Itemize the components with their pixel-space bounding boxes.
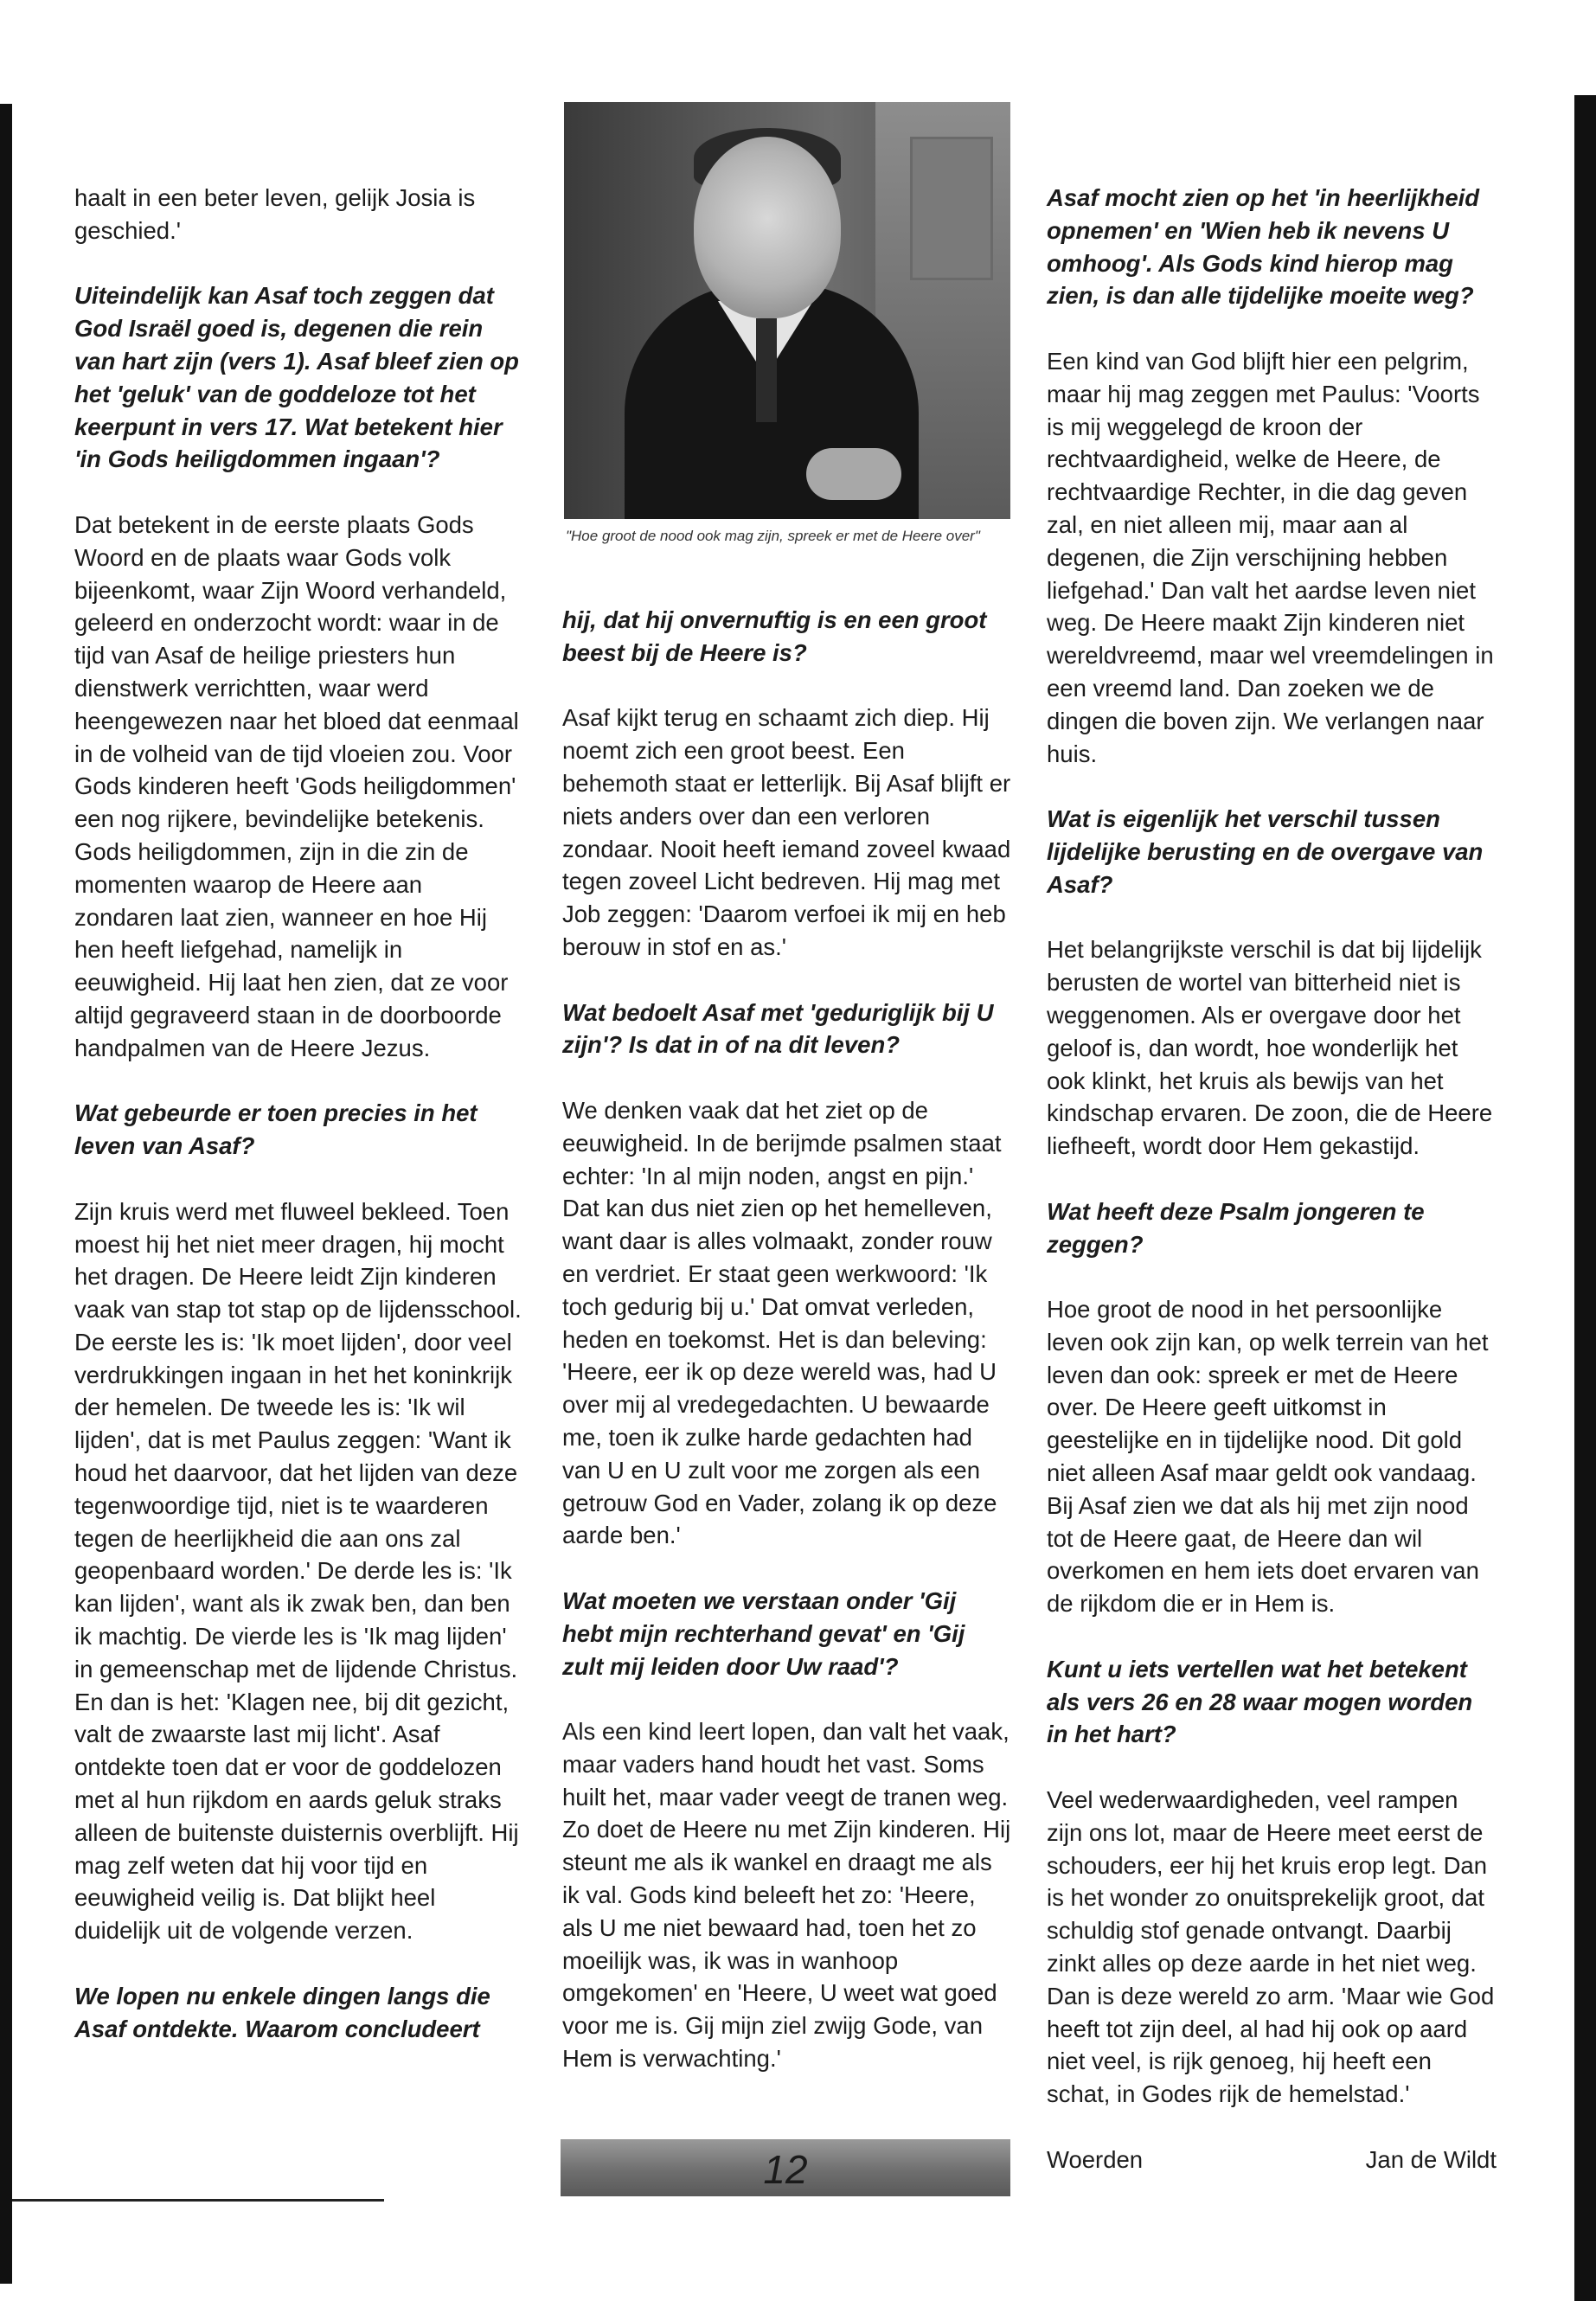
question-concludeert-cont: hij, dat hij onvernuftig is en een groot beest bij de Heere is? [562, 606, 987, 666]
scan-edge-right [1574, 95, 1596, 2301]
question-concludeert: We lopen nu enkele dingen langs die Asaf ontdekte. Waarom concludeert [74, 1982, 490, 2042]
question-heerlijkheid: Asaf mocht zien op het 'in heerlijkheid opnemen' en 'Wien heb ik nevens U omhoog'. Als Gods kind hierop mag zien, is dan alle tijdelijke moeite weg? [1047, 184, 1480, 310]
bottom-rule [12, 2199, 384, 2202]
signature [1047, 2144, 1497, 2176]
answer-concludeert: Asaf kijkt terug en schaamt zich diep. Hij noemt zich een groot beest. Een behemoth staat er letterlijk. Bij Asaf blijft er niets anders over dan een verloren zondaar. Nooit heeft iemand zoveel kwaad tegen zoveel Licht bedreven. Hij mag met Job zeggen: 'Daarom verfoei ik mij en heb berouw in stof en as.' [562, 704, 1011, 960]
portrait-photo [564, 102, 1010, 519]
column-1 [74, 182, 524, 2078]
answer-berusting: Het belangrijkste verschil is dat bij lijdelijk berusten de wortel van bitterheid niet is weggenomen. Als er overgave door het geloof is, dan wordt, hoe wonderlijk het ook klinkt, het kruis als bewijs van het kindschap ervaren. De zoon, die de Heere liefheeft, wordt door Hem gekastijd. [1047, 936, 1493, 1160]
question-rechterhand: Wat moeten we verstaan onder 'Gij hebt mijn rechterhand gevat' en 'Gij zult mij leiden door Uw raad'? [562, 1586, 965, 1680]
question-jongeren: Wat heeft deze Psalm jongeren te zeggen? [1047, 1197, 1425, 1258]
portrait-image [564, 102, 1010, 519]
answer-rechterhand: Als een kind leert lopen, dan valt het vaak, maar vaders hand houdt het vast. Soms huilt het, maar vader veegt de tranen weg. Zo doet de Heere nu met Zijn kinderen. Hij steunt me als ik wankel en draagt me als ik val. Gods kind beleeft het zo: 'Heere, als U me niet bewaard had, toen het zo moeilijk was, ik was in wanhoop omgekomen' en 'Heere, U weet wat goed voor me is. Gij mijn ziel zwijg Gode, van Hem is verwachting.' [562, 1718, 1011, 2073]
question-geduriglijk: Wat bedoelt Asaf met 'geduriglijk bij U zijn'? Is dat in of na dit leven? [562, 998, 994, 1059]
answer-geduriglijk: We denken vaak dat het ziet op de eeuwigheid. In de berijmde psalmen staat echter: 'In al mijn noden, angst en pijn.' Dat kan dus niet zien op het hemelleven, want daar is alles volmaakt, zonder rouw en verdriet. Er staat geen werkwoord: 'Ik toch gedurig bij u.' Dat omvat verleden, heden en toekomst. Het is dan beleving: 'Heere, eer ik op deze wereld was, had U over mij al vredegedachten. U bewaarde me, toen ik zulke harde gedachten had van U en U zult voor me zorgen als een getrouw God en Vader, zolang ik op deze aarde ben.' [562, 1096, 1002, 1549]
answer-vers-26-28: Veel wederwaardigheden, veel rampen zijn ons lot, maar de Heere meet eerst de schouders, eer hij het kruis erop legt. Dan is het wonder zo onuitsprekelijk groot, dat schuldig stof genade ontvangt. Daarbij zinkt alles op deze aarde in het niet weg. Dan is deze wereld zo arm. 'Maar wie God heeft tot zijn deel, al had hij ook op aard niet veel, is rijk genoeg, hij heeft een schat, in Godes rijk de hemelstad.' [1047, 1786, 1495, 2108]
page-number: 12 [763, 2147, 808, 2192]
signature-author: Jan de Wildt [1365, 2145, 1497, 2173]
signature-place: Woerden [1047, 2145, 1144, 2173]
photo-caption: "Hoe groot de nood ook mag zijn, spreek er met de Heere over" [566, 528, 980, 544]
question-heiligdommen: Uiteindelijk kan Asaf toch zeggen dat God Israël goed is, degenen die rein van hart zijn (vers 1). Asaf bleef zien op het 'geluk' van de goddeloze tot het keerpunt in vers 17. Wat betekent hier 'in Gods heiligdommen ingaan'? [74, 282, 519, 473]
answer-heiligdommen: Dat betekent in de eerste plaats Gods Woord en de plaats waar Gods volk bijeenkomt, waar Zijn Woord verhandeld, geleerd en onderzocht wordt: waar in de tijd van Asaf de heilige priesters hun dienstwerk verrichtten, waar werd heengewezen naar het bloed dat eenmaal in de volheid van de tijd vloeien zou. Voor Gods kinderen heeft 'Gods heiligdommen' een nog rijkere, bevindelijke betekenis. Gods heiligdommen, zijn in die zin de momenten waarop de Heere aan zondaren laat zien, wanneer en hoe Hij hen heeft liefgehad, namelijk in eeuwigheid. Hij laat hen zien, dat ze voor altijd gegraveerd staan in de doorboorde handpalmen van de Heere Jezus. [74, 510, 519, 1061]
answer-jongeren: Hoe groot de nood in het persoonlijke leven ook zijn kan, op welk terrein van het leven dan ook: spreek er met de Heere over. De Heere geeft uitkomst in geestelijke en in tijdelijke nood. Dit gold niet alleen Asaf maar geldt ook vandaag. Bij Asaf zien we dat als hij met zijn nood tot de Heere gaat, de Heere dan wil overkomen en hem iets doet ervaren van de rijkdom die er in Hem is. [1047, 1296, 1489, 1618]
col1-paragraph-1: haalt in een beter leven, gelijk Josia is geschied.' [74, 184, 476, 244]
question-vers-26-28: Kunt u iets vertellen wat het betekent als vers 26 en 28 waar mogen worden in het hart? [1047, 1655, 1473, 1748]
scan-edge-left [0, 104, 12, 2284]
column-3 [1047, 182, 1497, 2176]
answer-gebeurde: Zijn kruis werd met fluweel bekleed. Toen moest hij het niet meer dragen, hij mocht het dragen. De Heere leidt Zijn kinderen vaak van stap tot stap op de lijdensschool. De eerste les is: 'Ik moet lijden', door veel verdrukkingen ingaan in het het koninkrijk der hemelen. De tweede les is: 'Ik wil lijden', dat is met Paulus zeggen: 'Want ik houd het daarvoor, dat het lijden van deze tegenwoordige tijd, niet is te waarderen tegen de heerlijkheid die aan ons zal geopenbaard worden.' De derde les is: 'Ik kan lijden', want als ik zwak ben, dan ben ik machtig. De vierde les is 'Ik mag lijden' in gemeenschap met de lijdende Christus. En dan is het: 'Klagen nee, bij dit gezicht, valt de zwaarste last mij licht'. Asaf ontdekte toen dat er voor de goddelozen met al hun rijkdom en aards geluk straks alleen de buitenste duisternis overblijft. Hij mag zelf weten dat hij voor tijd en eeuwigheid veilig is. Dat blijkt heel duidelijk uit de volgende verzen. [74, 1197, 522, 1945]
column-2 [562, 604, 1012, 2108]
question-gebeurde: Wat gebeurde er toen precies in het leven van Asaf? [74, 1099, 478, 1160]
answer-heerlijkheid: Een kind van God blijft hier een pelgrim, maar hij mag zeggen met Paulus: 'Voorts is mij weggelegd de kroon der rechtvaardigheid, welke de Heere, de rechtvaardige Rechter, in die dag geven zal, en niet alleen mij, maar aan al degenen, die Zijn verschijning hebben liefgehad.' Dan valt het aardse leven niet weg. De Heere maakt Zijn kinderen niet wereldvreemd, maar wel vreemdelingen in een vreemd land. Dan zoeken we de dingen die boven zijn. We verlangen naar huis. [1047, 347, 1494, 767]
question-berusting: Wat is eigenlijk het verschil tussen lijdelijke berusting en de overgave van Asaf? [1047, 805, 1484, 898]
